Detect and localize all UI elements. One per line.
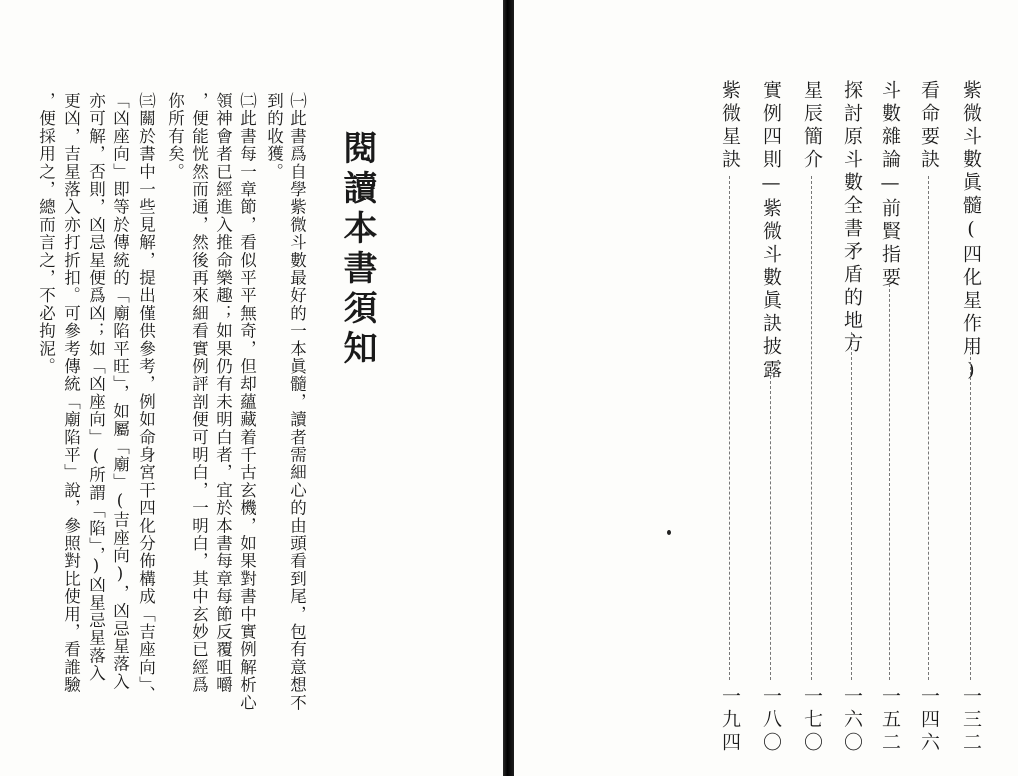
toc-entry-page: 一五二 <box>879 686 901 755</box>
notice-column-11: ，便採用之，總而言之，不必拘泥。 <box>36 92 56 376</box>
toc-entry-page: 一九四 <box>719 686 741 755</box>
toc-entry <box>799 80 825 760</box>
toc-leader <box>970 342 971 680</box>
toc-entry <box>958 80 984 760</box>
left-page <box>0 0 505 776</box>
toc-entry <box>717 80 743 760</box>
notice-column-9: 亦可解，否則，凶忌星便爲凶；如「凶座向」(所謂「陷」，)凶星忌星落入 <box>86 92 106 683</box>
notice-column-5: ，便能恍然而通，然後再來細看實例評剖便可明白，一明白，其中玄妙已經爲 <box>189 92 209 694</box>
toc-entry-page: 一四六 <box>918 686 940 755</box>
notice-column-8: 「凶座向」即等於傳統的「廟陷平旺」，如屬「廟」(吉座向)，凶忌星落入 <box>110 92 130 691</box>
toc-entry-title: 紫微斗數眞髓(四化星作用) <box>960 80 982 385</box>
toc-leader <box>851 332 852 680</box>
toc-entry-title: 看命要訣 <box>918 80 940 172</box>
notice-column-2: 到的收獲。 <box>264 92 284 181</box>
toc-leader <box>811 176 812 680</box>
toc-entry <box>758 80 784 760</box>
toc-entry-page: 一六〇 <box>841 686 863 755</box>
toc-entry-title: 探討原斗數全書矛盾的地方 <box>841 80 863 356</box>
notice-column-10: 更凶，吉星落入亦打折扣。可參考傳統「廟陷平」說，參照對比使用，看誰驗 <box>61 92 81 694</box>
right-page <box>514 0 1018 776</box>
toc-leader <box>770 376 771 680</box>
toc-entry-page: 一七〇 <box>801 686 823 755</box>
toc-leader <box>928 176 929 680</box>
notice-column-3: ㈡此書每一章節，看似平平無奇，但却蘊藏着千古玄機，如果對書中實例解析心 <box>237 92 257 712</box>
toc-leader <box>889 284 890 680</box>
toc-entry-title: 紫微星訣 <box>719 80 741 172</box>
notice-column-1: ㈠此書爲自學紫微斗數最好的一本眞髓，讀者需細心的由頭看到尾，包有意想不 <box>287 92 307 712</box>
notice-column-4: 領神會者已經進入推命樂趣；如果仍有未明白者，宜於本書每章每節反覆咀嚼 <box>213 92 233 694</box>
toc-entry <box>839 80 865 760</box>
page-title: 閱讀本書須知 <box>337 130 377 370</box>
toc-entry-page: 一八〇 <box>760 686 782 755</box>
toc-entry-title: 星辰簡介 <box>801 80 823 172</box>
toc-entry-page: 一三二 <box>960 686 982 755</box>
toc-entry <box>877 80 903 760</box>
toc-entry-title: 斗數雜論—前賢指要 <box>879 80 901 290</box>
ink-speck <box>667 530 671 535</box>
toc-entry <box>916 80 942 760</box>
notice-column-6: 你所有矣。 <box>165 92 185 181</box>
toc-leader <box>729 176 730 680</box>
notice-column-7: ㈢關於書中一些見解，提出僅供參考，例如命身宮干四化分佈構成「吉座向」、 <box>136 92 156 704</box>
toc-entry-title: 實例四則—紫微斗數眞訣披露 <box>760 80 782 382</box>
book-gutter <box>503 0 514 776</box>
